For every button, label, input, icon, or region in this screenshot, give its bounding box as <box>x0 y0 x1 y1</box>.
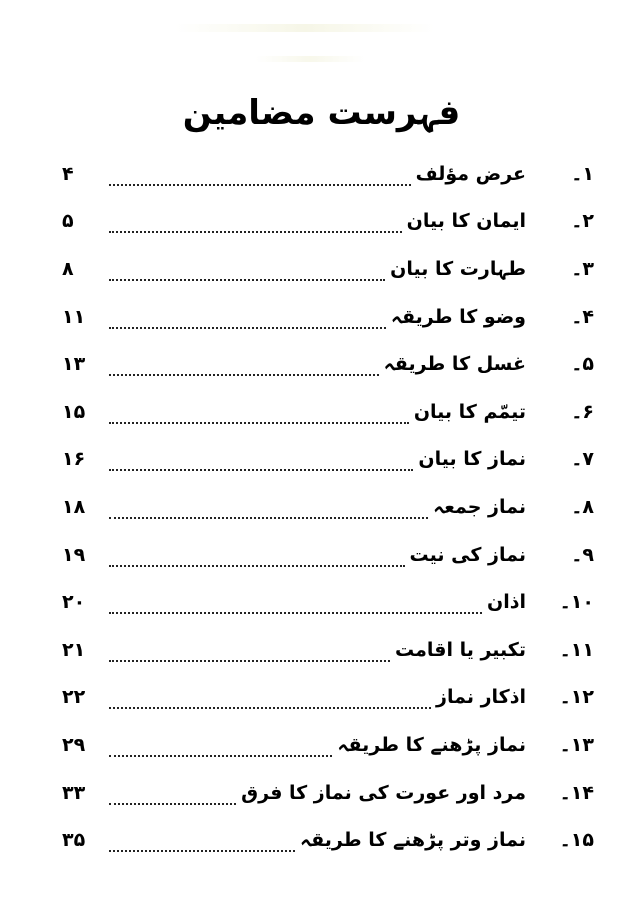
toc-dot-leader <box>109 737 332 757</box>
toc-item-page: ۱۵ <box>62 400 86 423</box>
toc-item-page: ۴ <box>62 162 74 185</box>
toc-dot-leader <box>109 261 385 281</box>
toc-dot-leader <box>109 166 411 186</box>
toc-dot-leader <box>109 594 482 614</box>
toc-item-number: ۱۔ <box>571 162 594 185</box>
toc-item <box>62 245 594 293</box>
toc-dot-leader <box>109 547 405 567</box>
toc-item-page: ۳۳ <box>62 781 86 804</box>
toc-dot-leader <box>109 451 413 471</box>
toc-item-title: عرض مؤلف <box>415 162 526 185</box>
toc-item-title: ایمان کا بیان <box>406 210 526 233</box>
toc-item <box>62 626 594 674</box>
toc-item-title: مرد اور عورت کی نماز کا فرق <box>241 781 526 804</box>
toc-item-title: غسل کا طریقہ <box>383 353 526 376</box>
page-title: فہرست مضامین <box>182 93 461 133</box>
toc-item <box>62 293 594 341</box>
toc-item <box>62 340 594 388</box>
toc-item-title: نماز پڑھنے کا طریقہ <box>337 733 526 756</box>
toc-item-page: ۱۱ <box>62 305 86 328</box>
toc-item-number: ۵۔ <box>571 353 594 376</box>
toc-item <box>62 531 594 579</box>
toc-item-page: ۲۲ <box>62 686 86 709</box>
faded-subheader-mark <box>255 56 365 62</box>
toc-item <box>62 483 594 531</box>
toc-item-page: ۳۵ <box>62 829 86 852</box>
toc-item-page: ۲۹ <box>62 733 86 756</box>
toc-item <box>62 674 594 722</box>
toc-item-page: ۱۹ <box>62 543 86 566</box>
toc-item-number: ۶۔ <box>571 400 594 423</box>
toc-item <box>62 578 594 626</box>
toc-item-number: ۴۔ <box>571 305 594 328</box>
toc-item-number: ۱۴۔ <box>559 781 594 804</box>
toc-item-title: نماز وتر پڑھنے کا طریقہ <box>299 829 526 852</box>
toc-item-title: نماز کی نیت <box>409 543 526 566</box>
toc-item-title: نماز کا بیان <box>418 448 526 471</box>
toc-item-number: ۱۵۔ <box>559 829 594 852</box>
toc-dot-leader <box>109 689 431 709</box>
toc-item-number: ۱۱۔ <box>559 638 594 661</box>
toc-dot-leader <box>109 499 428 519</box>
toc-dot-leader <box>109 832 295 852</box>
toc-item-page: ۲۱ <box>62 638 86 661</box>
toc-item-title: تکبیر یا اقامت <box>395 638 526 661</box>
toc-item <box>62 388 594 436</box>
toc-item-title: اذان <box>487 591 526 614</box>
toc-item-number: ۹۔ <box>571 543 594 566</box>
faded-header-mark <box>175 24 435 32</box>
toc-dot-leader <box>109 404 409 424</box>
toc-item-page: ۱۳ <box>62 353 86 376</box>
toc-item-number: ۱۲۔ <box>559 686 594 709</box>
toc-item-number: ۷۔ <box>571 448 594 471</box>
toc-item-number: ۸۔ <box>571 495 594 518</box>
toc-item-title: تیمّم کا بیان <box>413 400 526 423</box>
toc-item-title: اذکار نماز <box>436 686 526 709</box>
toc-item-number: ۱۳۔ <box>559 733 594 756</box>
toc-dot-leader <box>109 356 379 376</box>
toc-item-number: ۲۔ <box>571 210 594 233</box>
toc-dot-leader <box>109 785 236 805</box>
toc-dot-leader <box>109 642 390 662</box>
toc-item-title: وضو کا طریقہ <box>390 305 526 328</box>
toc-item-page: ۲۰ <box>62 591 86 614</box>
toc-item-page: ۸ <box>62 257 74 280</box>
toc-item <box>62 150 594 198</box>
toc-dot-leader <box>109 309 386 329</box>
toc-item-title: طہارت کا بیان <box>390 257 526 280</box>
toc-item <box>62 198 594 246</box>
toc-item-page: ۵ <box>62 210 74 233</box>
toc-item <box>62 769 594 817</box>
toc-item-title: نماز جمعہ <box>433 495 526 518</box>
toc-item-page: ۱۸ <box>62 495 86 518</box>
toc-item-page: ۱۶ <box>62 448 86 471</box>
toc-item <box>62 721 594 769</box>
table-of-contents <box>62 150 594 864</box>
toc-item-number: ۱۰۔ <box>559 591 594 614</box>
toc-item-number: ۳۔ <box>571 257 594 280</box>
toc-item <box>62 816 594 864</box>
toc-dot-leader <box>109 213 402 233</box>
toc-item <box>62 436 594 484</box>
